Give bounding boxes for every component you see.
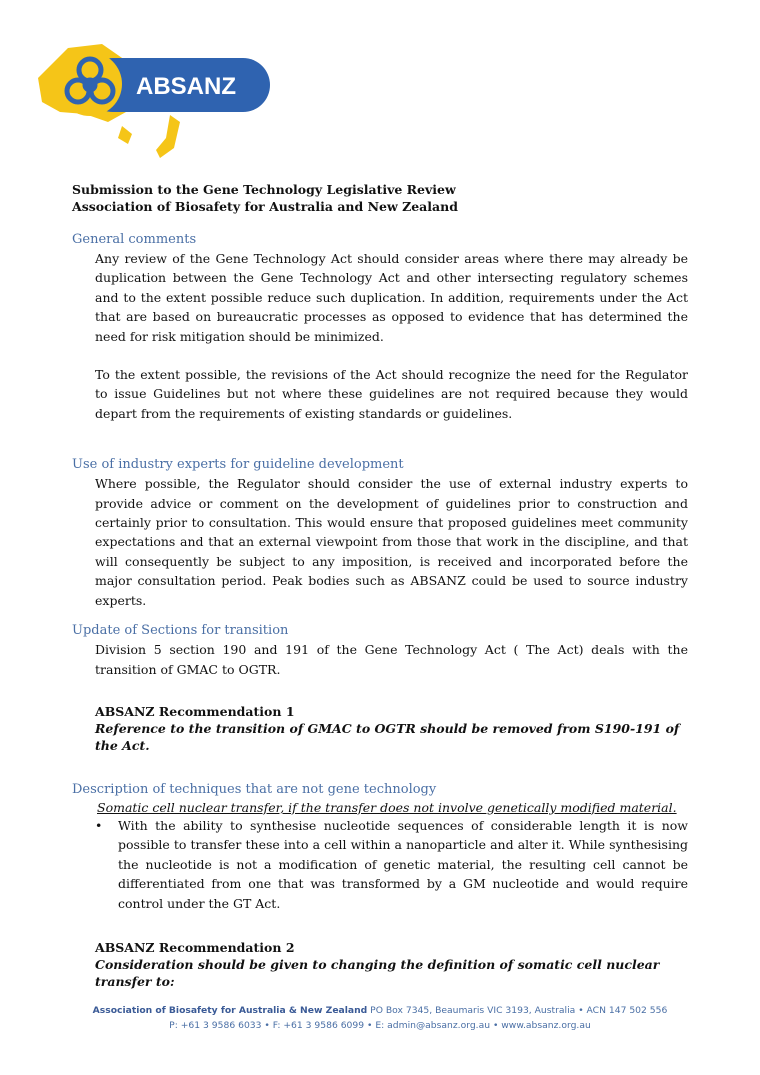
general-paragraph-1: Any review of the Gene Technology Act should consider areas where there may already be duplication between the Gene Technology Act and other intersecting regulatory schemes and to the extent possible reduce such duplication. In addition, requirements under the Act that are based on bureaucratic processes as opposed to evidence that has determined the need for risk mitigation should be minimized. [95,251,688,344]
section-heading-transition: Update of Sections for transition [72,623,289,639]
footer-org: Association of Biosafety for Australia & New Zealand [92,1005,368,1016]
techniques-item: Somatic cell nuclear transfer, if the transfer does not involve genetically modified material. [97,799,677,815]
logo-map-fragment [156,115,180,158]
recommendation-1-text: Reference to the transition of GMAC to OGTR should be removed from S190-191 of the Act. [95,720,680,753]
document-body [72,181,688,990]
document-subtitle: Association of Biosafety for Australia and New Zealand [72,199,458,214]
techniques-bullet-text: With the ability to synthesise nucleotide sequences of considerable length it is now possible to transfer these into a cell within a nanoparticle and alter it. While synthesising the nucleotide is not a modification of genetic material, the resulting cell cannot be differentiated from one that was transformed by a GM nucleotide and would require control under the GT Act. [118,817,688,911]
list-item [95,816,688,913]
transition-paragraph: Division 5 section 190 and 191 of the Gene Technology Act ( The Act) deals with the transition of GMAC to OGTR. [95,642,688,677]
footer-address: PO Box 7345, Beaumaris VIC 3193, Australia • ACN 147 502 556 [370,1005,668,1016]
section-heading-experts: Use of industry experts for guideline development [72,457,404,473]
bullet-icon: • [95,817,103,833]
general-paragraph-2: To the extent possible, the revisions of the Act should recognize the need for the Regulator to issue Guidelines but not where these guidelines are not required because they would depart from the requirements of existing standards or guidelines. [95,367,688,421]
footer-contact: P: +61 3 9586 6033 • F: +61 3 9586 6099 • E: admin@absanz.org.au • www.absanz.org.au [169,1020,591,1031]
recommendation-2-text: Consideration should be given to changing the definition of somatic cell nuclear transfer to: [95,956,660,989]
logo-map-fragment [118,126,132,144]
section-heading-techniques: Description of techniques that are not gene technology [72,781,437,797]
page-footer [0,1003,760,1033]
recommendation-1-title: ABSANZ Recommendation 1 [95,703,295,719]
experts-paragraph: Where possible, the Regulator should consider the use of external industry experts to provide advice or comment on the development of guidelines prior to construction and certainly prior to consultation. This would ensure that proposed guidelines meet community expectations and that an external viewpoint from those that work in the discipline, and that will consequently be subject to any imposition, is received and incorporated before the major consultation period. Peak bodies such as ABSANZ could be used to source industry experts. [95,476,688,608]
absanz-logo [30,30,280,165]
document-title: Submission to the Gene Technology Legislative Review [72,182,456,197]
section-heading-general: General comments [72,232,197,247]
logo-text: ABSANZ [136,73,236,100]
recommendation-2-title: ABSANZ Recommendation 2 [95,939,295,955]
